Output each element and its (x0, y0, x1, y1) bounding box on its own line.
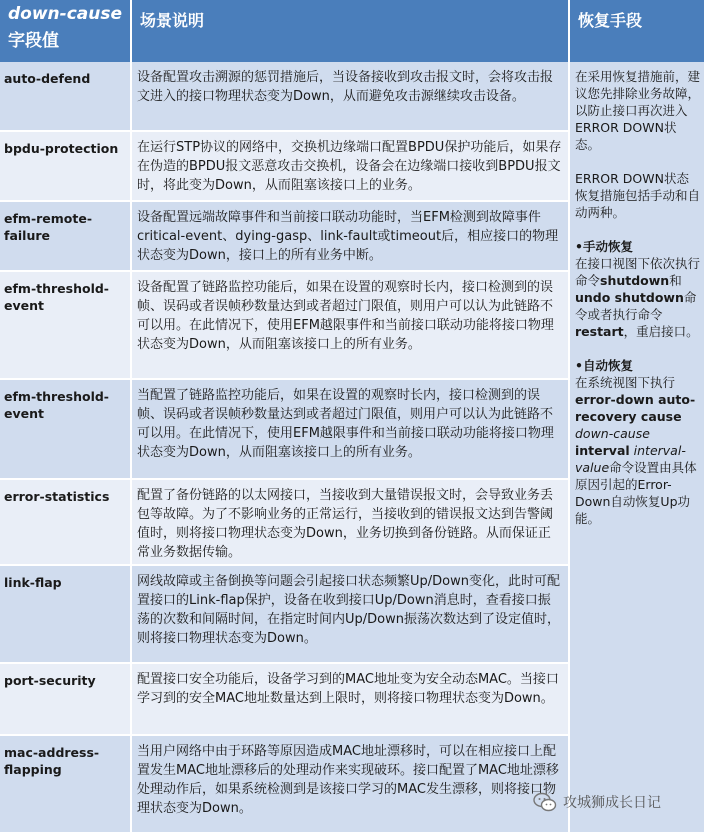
description-cell: 网线故障或主备倒换等问题会引起接口状态频繁Up/Down变化，此时可配置接口的Link-flap保护，设备在收到接口Up/Down消息时，查看接口振荡的次数和间隔时间，在指定时间内Up/Down振荡次数达到了设定值时，则将接口物理状态变为Down。 (132, 566, 570, 664)
auto-recovery-title-text: 自动恢复 (583, 358, 634, 373)
header-recovery (570, 0, 704, 62)
cause-cell: error-statistics (0, 480, 132, 566)
interval-keyword: interval (575, 443, 630, 458)
header-scenario (132, 0, 570, 62)
wechat-icon (533, 791, 557, 813)
manual-recovery-title-text: 手动恢复 (583, 239, 634, 254)
auto-recovery-text (575, 374, 700, 527)
cause-cell: efm-threshold-event (0, 272, 132, 380)
manual-text-b: 命令或者执行命令 (575, 290, 697, 322)
auto-text-a: 在系统视图下执行 (575, 375, 676, 390)
down-cause-param: down-cause (575, 426, 650, 441)
description-cell: 配置了备份链路的以太网接口，当接收到大量错误报文时，会导致业务丢包等故障。为了不影响业务的正常运行，当接收到的错误报文达到告警阈值时，则将接口物理状态变为Down，业务切换到备份链路。从而保证正常业务数据传输。 (132, 480, 570, 566)
cause-cell: efm-remote-failure (0, 202, 132, 272)
manual-recovery-title (575, 238, 700, 255)
cause-cell: efm-threshold-event (0, 380, 132, 480)
header-recovery-label: 恢复手段 (578, 11, 643, 30)
description-cell: 在运行STP协议的网络中，交换机边缘端口配置BPDU保护功能后，如果存在伪造的BPDU报文恶意攻击交换机，设备会在边缘端口接收到BPDU报文时，将此变为Down，从而阻塞该接口上的业务。 (132, 132, 570, 202)
cause-cell: bpdu-protection (0, 132, 132, 202)
bullet-icon: • (575, 358, 583, 373)
description-cell: 设备配置攻击溯源的惩罚措施后，当设备接收到攻击报文时，会将攻击报文进入的接口物理状态变为Down，从而避免攻击源继续攻击设备。 (132, 62, 570, 132)
cause-cell: auto-defend (0, 62, 132, 132)
header-down-cause-name: down-cause (8, 4, 123, 24)
manual-and: 和 (669, 273, 682, 288)
description-cell: 当用户网络中由于环路等原因造成MAC地址漂移时，可以在相应接口上配置发生MAC地址漂移后的处理动作来实现破环。接口配置了MAC地址漂移处理动作后，如果系统检测到是该接口学习的MAC发生漂移，则将接口物理状态变为Down。 (132, 736, 570, 832)
auto-text-b: 命令设置由具体原因引起的Error-Down自动恢复Up功能。 (575, 460, 697, 526)
description-cell: 当配置了链路监控功能后，如果在设置的观察时长内，接口检测到的误帧、误码或者误帧秒数量达到或者超过门限值，则用户可以认为此链路不可以用。在此情况下，使用EFM越限事件和当前接口联动功能将接口物理状态变为Down，从而阻塞该接口上的所有业务。 (132, 380, 570, 480)
watermark-text: 攻城狮成长日记 (563, 795, 661, 811)
bullet-icon: • (575, 239, 583, 254)
header-down-cause (0, 0, 132, 62)
auto-recovery-command: error-down auto-recovery cause (575, 392, 696, 424)
undo-shutdown-command: undo shutdown (575, 290, 684, 305)
manual-text-a: 在接口视图下依次执行命令 (575, 256, 701, 288)
restart-command: restart (575, 324, 624, 339)
auto-recovery-title (575, 357, 700, 374)
manual-text-c: ，重启接口。 (623, 324, 699, 339)
recovery-column (570, 62, 704, 832)
recovery-types: ERROR DOWN状态恢复措施包括手动和自动两种。 (575, 171, 701, 220)
shutdown-command: shutdown (600, 273, 670, 288)
watermark (533, 790, 661, 814)
recovery-intro: 在采用恢复措施前，建议您先排除业务故障，以防止接口再次进入ERROR DOWN状态。 (575, 69, 701, 152)
manual-recovery-text (575, 255, 700, 340)
cause-cell: port-security (0, 664, 132, 736)
description-cell: 配置接口安全功能后，设备学习到的MAC地址变为安全动态MAC。当接口学习到的安全MAC地址数量达到上限时，则将接口物理状态变为Down。 (132, 664, 570, 736)
header-field-value: 字段值 (8, 31, 59, 51)
interval-value-param: interval-value (575, 443, 686, 475)
cause-cell: link-flap (0, 566, 132, 664)
header-scenario-label: 场景说明 (140, 11, 205, 30)
cause-cell: mac-address-flapping (0, 736, 132, 832)
description-cell: 设备配置了链路监控功能后，如果在设置的观察时长内，接口检测到的误帧、误码或者误帧秒数量达到或者超过门限值，则用户可以认为此链路不可以用。在此情况下，使用EFM越限事件和当前接口联动功能将接口物理状态变为Down，从而阻塞该接口上的所有业务。 (132, 272, 570, 380)
description-cell: 设备配置远端故障事件和当前接口联动功能时，当EFM检测到故障事件critical-event、dying-gasp、link-fault或timeout后，相应接口的物理状态变为Down，接口上的所有业务中断。 (132, 202, 570, 272)
